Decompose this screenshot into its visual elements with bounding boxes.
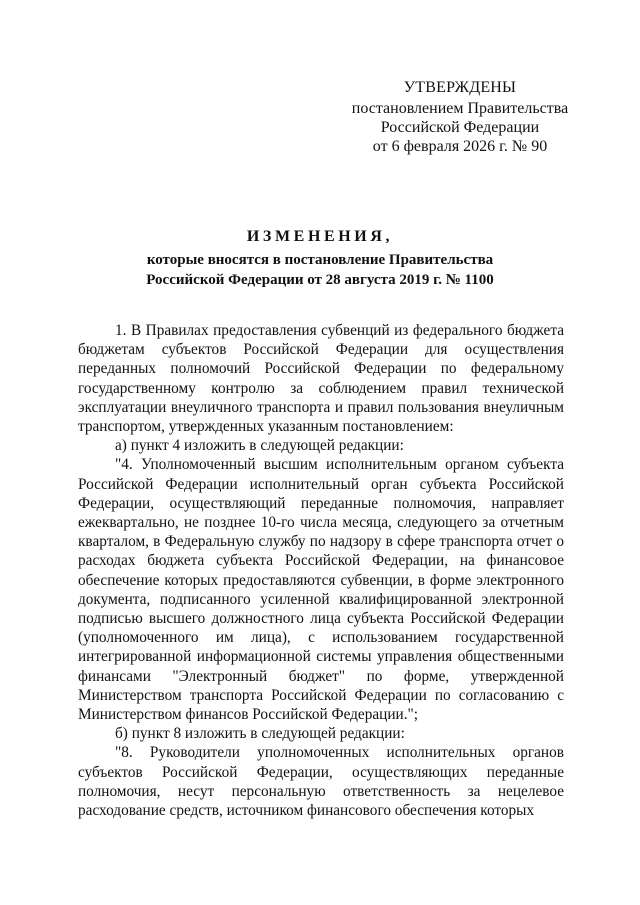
document-body bbox=[78, 321, 564, 820]
document-title: ИЗМЕНЕНИЯ, bbox=[246, 228, 394, 245]
paragraph-1: 1. В Правилах предоставления субвенций из федерального бюджета бюджетам субъектов Российской Федерации для осуществления переданных полномочий Российской Федерации по федеральному государственному контролю за соблюдением правил технической эксплуатации внеуличного транспорта и правил пользования внеуличным транспортом, утвержденных указанным постановлением: bbox=[78, 322, 564, 436]
paragraph-5: "8. Руководители уполномоченных исполнительных органов субъектов Российской Федерации, осуществляющих переданные полномочия, несут персональную ответственность за нецелевое расходование средств, источником финансового обеспечения которых bbox=[78, 744, 564, 820]
document-subtitle bbox=[80, 250, 560, 290]
approval-block bbox=[330, 78, 590, 156]
approval-line-3: от 6 февраля 2026 г. № 90 bbox=[372, 138, 548, 155]
approval-line-2: Российской Федерации bbox=[380, 119, 540, 136]
approval-line-1: постановлением Правительства bbox=[351, 100, 569, 117]
approval-stamp: УТВЕРЖДЕНЫ bbox=[403, 79, 517, 96]
paragraph-4: б) пункт 8 изложить в следующей редакции: bbox=[115, 725, 405, 743]
paragraph-2: а) пункт 4 изложить в следующей редакции: bbox=[115, 437, 404, 455]
subtitle-line-1: которые вносятся в постановление Правительства bbox=[146, 252, 494, 268]
subtitle-line-2: Российской Федерации от 28 августа 2019 г. № 1100 bbox=[146, 272, 494, 288]
paragraph-3: "4. Уполномоченный высшим исполнительным органом субъекта Российской Федерации исполнительный орган субъекта Российской Федерации, осуществляющий переданные полномочия, направляет ежеквартально, не позднее 10-го числа месяца, следующего за отчетным кварталом, в Федеральную службу по надзору в сфере транспорта отчет о расходах бюджета субъекта Российской Федерации, на финансовое обеспечение которых предоставляются субвенции, в форме электронного документа, подписанного усиленной квалифицированной электронной подписью высшего должностного лица субъекта Российской Федерации (уполномоченного им лица), с использованием государственной интегрированной информационной системы управления общественными финансами "Электронный бюджет" по форме, утвержденной Министерством транспорта Российской Федерации по согласованию с Министерством финансов Российской Федерации."; bbox=[78, 456, 564, 724]
